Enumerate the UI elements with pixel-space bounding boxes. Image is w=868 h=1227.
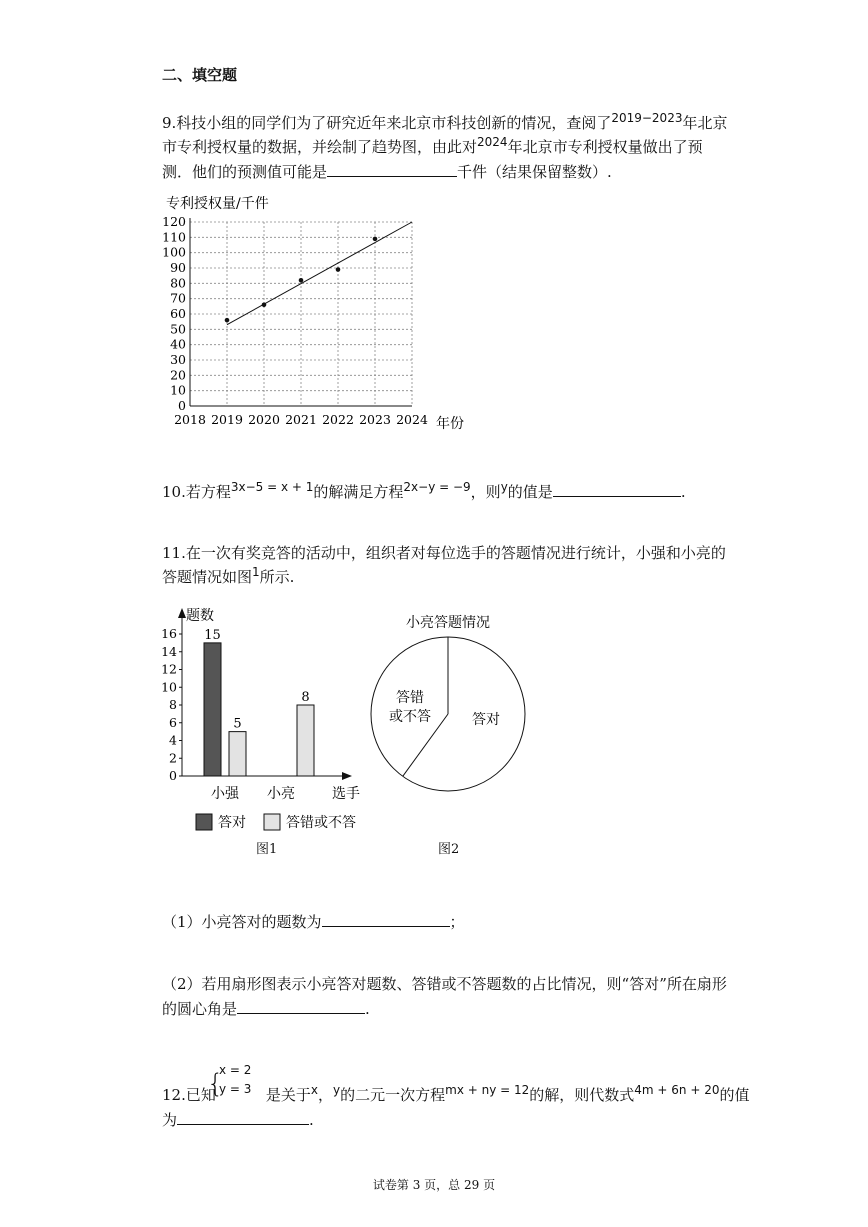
- chart1-y-tick-label: 40: [170, 336, 186, 352]
- chart1-x-tick-label: 2019: [211, 412, 243, 427]
- q12-system-eq2: y = 3: [219, 1082, 252, 1096]
- chart1-points: [225, 237, 378, 323]
- chart1-y-tick-label: 80: [170, 275, 186, 291]
- q9-answer-blank[interactable]: [327, 160, 457, 177]
- pie-slice-label-wrong-1: 答错: [396, 690, 424, 706]
- chart1-x-tick-labels: [174, 412, 428, 427]
- chart1-y-tick-label: 30: [170, 352, 186, 367]
- q11-sub2-answer-blank[interactable]: [237, 997, 365, 1014]
- chart1-x-tick-label: 2018: [174, 412, 206, 427]
- legend-label-correct: 答对: [218, 815, 246, 831]
- chart2-y-tick-label: 10: [161, 679, 177, 695]
- pie-title: 小亮答题情况: [406, 615, 490, 631]
- chart1-y-tick-label: 90: [170, 260, 186, 275]
- xiaoliang-pie-chart: [360, 605, 540, 805]
- q12-line1: 12.已知 是关于$^x$，$^y$的二元一次方程$^{mx + ny = 12}$的解，则代数式$^{4m + 6n + 20}$的值: [162, 1083, 750, 1104]
- chart2-y-tick-label: 4: [169, 732, 177, 748]
- chart1-data-point: [336, 267, 341, 272]
- chart1-y-tick-label: 60: [170, 306, 186, 321]
- chart2-x-axis-label: 选手: [332, 786, 360, 802]
- chart2-y-tick-label: 2: [169, 750, 177, 766]
- q11-sub2-line1: （2）若用扇形图表示小亮答对题数、答错或不答题数的占比情况，则“答对”所在扇形: [162, 975, 727, 993]
- q9-line2: 市专利授权量的数据，并绘制了趋势图，由此对$^{2024}$年北京市专利授权量做出了预: [162, 135, 703, 156]
- chart2-data-label: 15: [204, 627, 221, 643]
- chart1-y-axis-label: 专利授权量/千件: [166, 196, 269, 212]
- section-title: 二、填空题: [162, 66, 238, 84]
- chart2-bar: [204, 643, 221, 776]
- q12-system-eq1: x = 2: [219, 1063, 252, 1077]
- q12-line2: 为 .: [162, 1108, 314, 1131]
- legend-swatch-correct: [196, 814, 212, 830]
- chart1-y-tick-label: 110: [162, 229, 186, 245]
- chart2-category-labels: [211, 786, 295, 802]
- page-footer: 试卷第 3 页，总 29 页: [372, 1178, 496, 1192]
- chart2-y-tick-label: 0: [169, 768, 177, 783]
- q12-answer-blank[interactable]: [177, 1108, 309, 1125]
- chart1-y-tick-label: 20: [170, 367, 186, 383]
- chart1-data-point: [299, 278, 304, 283]
- chart1-y-tick-label: 100: [162, 244, 186, 260]
- q11-line2: 答题情况如图$^1$所示.: [162, 565, 295, 586]
- chart2-category-label: 小强: [211, 786, 239, 802]
- q9-line3: 测．他们的预测值可能是 千件（结果保留整数）.: [162, 160, 612, 183]
- chart2-y-tick-label: 14: [161, 643, 177, 659]
- pie-slice-label-wrong-2: 或不答: [389, 709, 431, 725]
- chart2-y-axis-label: 题数: [186, 608, 214, 624]
- chart1-grid: [190, 222, 412, 406]
- q9-line1: 9.科技小组的同学们为了研究近年来北京市科技创新的情况，查阅了$^{2019-2023}$年北京: [162, 111, 728, 132]
- chart1-x-axis-label: 年份: [436, 416, 464, 432]
- q11-line1: 11.在一次有奖竞答的活动中，组织者对每位选手的答题情况进行统计，小强和小亮的: [162, 544, 726, 562]
- chart1-data-point: [225, 318, 230, 323]
- chart2-category-label: 小亮: [267, 786, 295, 802]
- chart2-y-tick-label: 12: [161, 661, 177, 677]
- q11-sub2-line2: 的圆心角是 .: [162, 997, 370, 1020]
- chart1-x-tick-label: 2021: [285, 412, 317, 427]
- figure1-caption: 图1: [256, 842, 278, 857]
- legend-swatch-wrong: [264, 814, 280, 830]
- chart1-y-tick-label: 50: [170, 321, 186, 337]
- chart1-data-point: [373, 237, 378, 242]
- chart1-y-tick-label: 120: [162, 214, 186, 229]
- q11-sub1: （1）小亮答对的题数为 ；: [162, 910, 465, 933]
- chart2-y-tick-label: 8: [169, 697, 177, 712]
- q10-line: 10.若方程$^{3x-5 = x + 1}$的解满足方程$^{2x-y = -9}$，则$^y$的值是 .: [162, 480, 686, 501]
- pie-slice-label-correct: 答对: [472, 712, 500, 728]
- chart1-x-tick-label: 2024: [396, 412, 428, 427]
- chart2-y-arrow: [178, 608, 186, 618]
- q10-answer-blank[interactable]: [553, 480, 681, 497]
- chart1-x-tick-label: 2023: [359, 412, 391, 427]
- chart2-y-tick-label: 16: [161, 626, 177, 641]
- chart1-y-tick-label: 0: [178, 398, 186, 413]
- chart1-y-tick-labels: [162, 214, 186, 413]
- chart2-bar: [229, 732, 246, 776]
- chart2-bar: [297, 705, 314, 776]
- chart2-data-label: 5: [233, 716, 242, 732]
- chart1-x-tick-label: 2022: [322, 412, 354, 427]
- patent-trend-chart: [160, 192, 480, 437]
- chart2-x-arrow: [342, 772, 352, 780]
- answer-bar-chart: [160, 600, 380, 845]
- chart2-data-label: 8: [301, 690, 310, 705]
- chart1-y-tick-label: 70: [170, 290, 186, 306]
- chart2-bars: [204, 643, 314, 776]
- chart2-y-tick-labels: [161, 626, 182, 783]
- chart1-data-point: [262, 303, 267, 308]
- chart1-y-tick-label: 10: [170, 382, 186, 398]
- chart2-y-tick-label: 6: [169, 714, 177, 730]
- q11-sub1-answer-blank[interactable]: [322, 910, 450, 927]
- figure2-caption: 图2: [438, 842, 460, 857]
- system-brace: {: [207, 1069, 224, 1099]
- legend-label-wrong: 答错或不答: [286, 815, 356, 831]
- chart1-x-tick-label: 2020: [248, 412, 280, 427]
